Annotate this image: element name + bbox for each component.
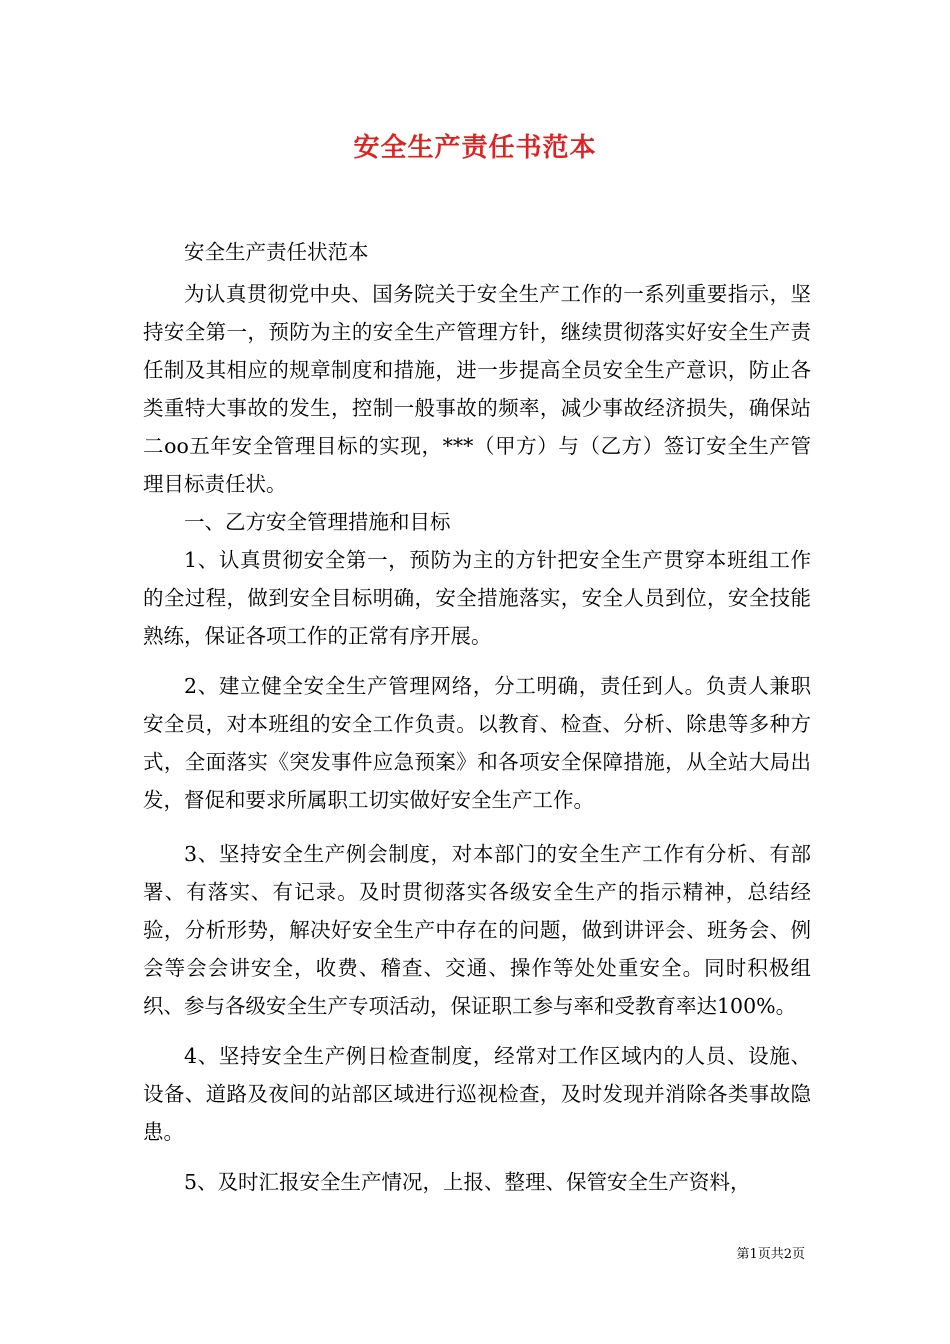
page-title: 安全生产责任书范本 — [353, 133, 597, 163]
paragraph-item-4: 4、坚持安全生产例日检查制度，经常对工作区域内的人员、设施、设备、道路及夜间的站部区域进行巡视检查，及时发现并消除各类事故隐患。 — [143, 1044, 811, 1144]
paragraph-intro: 为认真贯彻党中央、国务院关于安全生产工作的一系列重要指示，坚持安全第一，预防为主的安全生产管理方针，继续贯彻落实好安全生产责任制及其相应的规章制度和措施，进一步提高全员安全生产意识，防止各类重特大事故的发生，控制一般事故的频率，减少事故经济损失，确保站二oo五年安全管理目标的实现，***（甲方）与（乙方）签订安全生产管理目标责任状。 — [143, 282, 811, 496]
paragraph-item-2: 2、建立健全安全生产管理网络，分工明确，责任到人。负责人兼职安全员，对本班组的安全工作负责。以教育、检查、分析、除患等多种方式，全面落实《突发事件应急预案》和各项安全保障措施，从全站大局出发，督促和要求所属职工切实做好安全生产工作。 — [143, 674, 811, 812]
document-body — [143, 233, 811, 1201]
paragraph-item-1: 1、认真贯彻安全第一，预防为主的方针把安全生产贯穿本班组工作的全过程，做到安全目标明确，安全措施落实，安全人员到位，安全技能熟练，保证各项工作的正常有序开展。 — [143, 548, 811, 648]
section-heading: 一、乙方安全管理措施和目标 — [184, 510, 451, 534]
paragraph-item-3: 3、坚持安全生产例会制度，对本部门的安全生产工作有分析、有部署、有落实、有记录。及时贯彻落实各级安全生产的指示精神，总结经验，分析形势，解决好安全生产中存在的问题，做到讲评会、班务会、例会等会会讲安全，收费、稽查、交通、操作等处处重安全。同时积极组织、参与各级安全生产专项活动，保证职工参与率和受教育率达100%。 — [143, 842, 811, 1018]
document-subtitle: 安全生产责任状范本 — [184, 240, 369, 264]
page-footer: 第1页共2页 — [736, 1247, 805, 1262]
paragraph-item-5: 5、及时汇报安全生产情况，上报、整理、保管安全生产资料， — [184, 1170, 751, 1194]
